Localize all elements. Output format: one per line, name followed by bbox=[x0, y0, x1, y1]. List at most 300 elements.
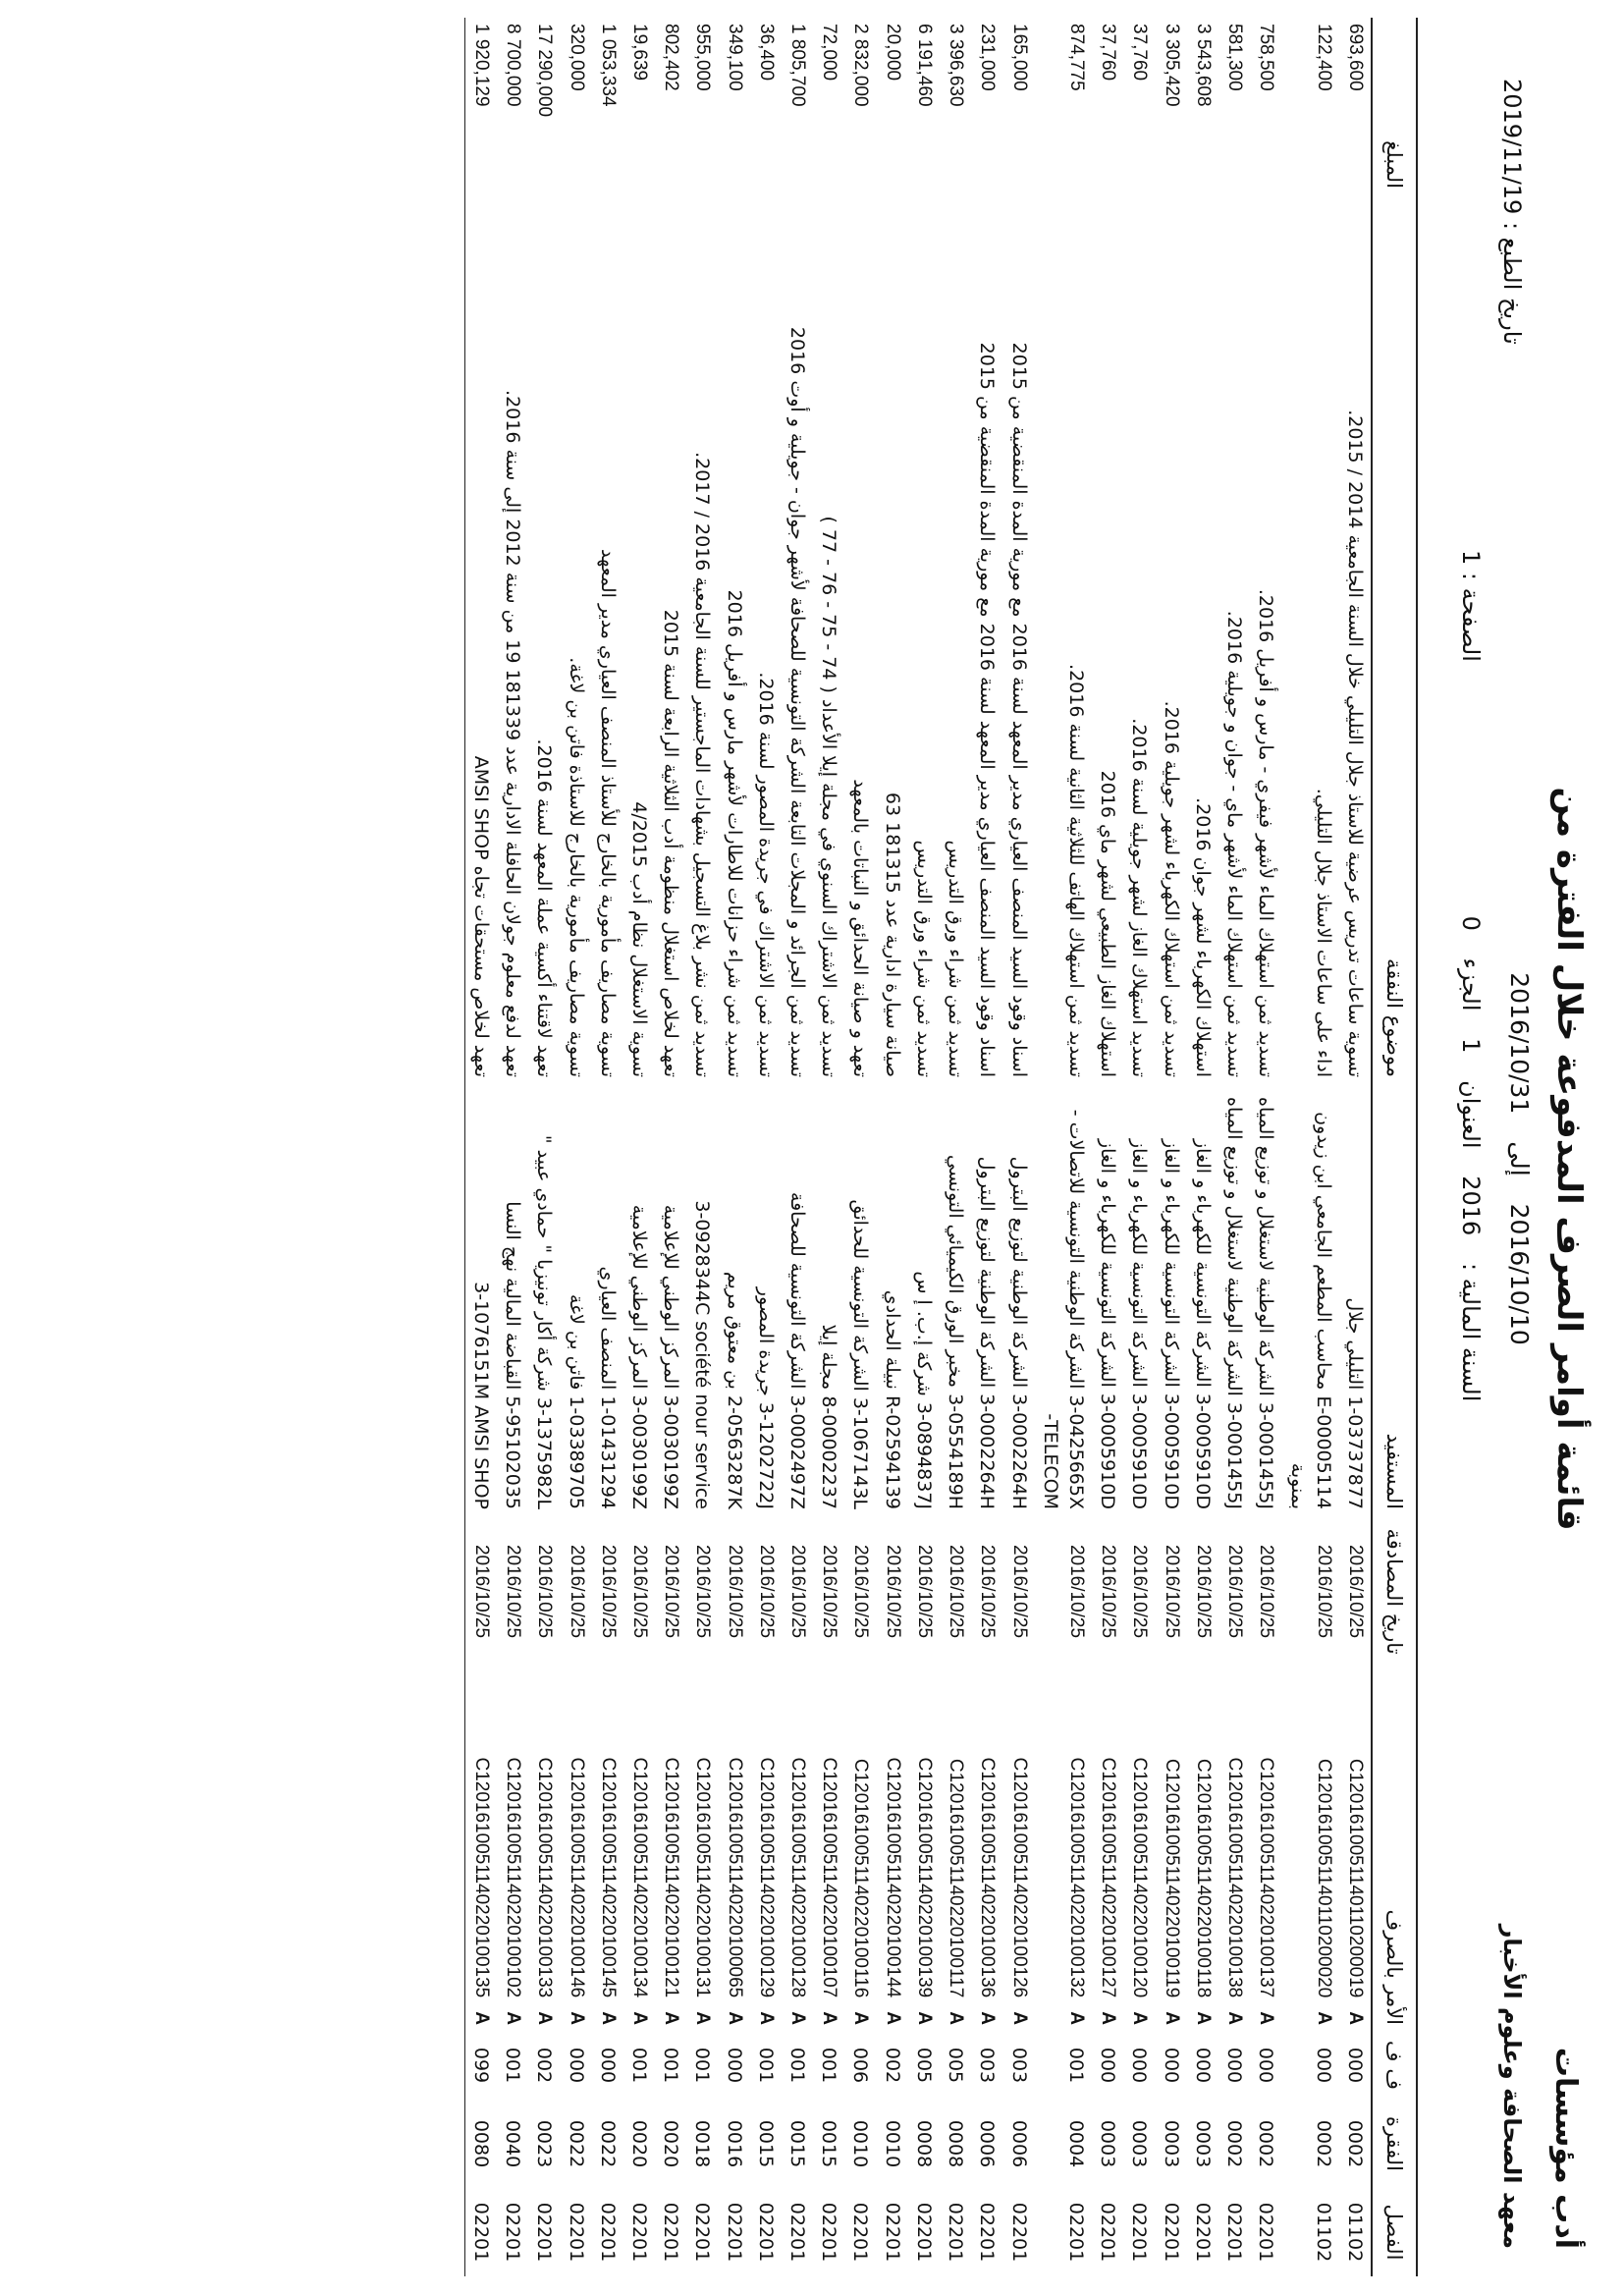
row-paragraph: 0008 bbox=[945, 2119, 967, 2168]
row-chapter: 02201 bbox=[660, 2202, 682, 2263]
title-text: قائمة أوامر الصرف المدفوعة خلال الفترة من bbox=[1549, 787, 1589, 1531]
row-paragraph: 0002 bbox=[1223, 2119, 1246, 2168]
col-header-order: الأمر بالصرف bbox=[1372, 1667, 1417, 2031]
row-beneficiary: R-02594139 نبيلة الحدادي bbox=[881, 1289, 903, 1509]
row-status: A bbox=[1224, 2011, 1246, 2025]
row-chapter: 02201 bbox=[596, 2202, 619, 2263]
row-order-code: C1201610051140220100132 bbox=[1066, 1757, 1088, 1998]
row-subject: تسديد ثمن استهلاك الكهرباء لشهر جويلية 2016. bbox=[1160, 700, 1182, 1077]
row-subject: استهلاك الكهرباء لشهر جوان 2016. bbox=[1191, 797, 1214, 1077]
row-order-code: C1201610051140220100131 bbox=[692, 1757, 714, 1998]
table-row bbox=[877, 18, 908, 2276]
print-date-block bbox=[1498, 79, 1526, 345]
row-paragraph: 0006 bbox=[976, 2119, 999, 2168]
row-amount: 693,600 bbox=[1345, 24, 1366, 91]
row-paragraph: 0002 bbox=[1344, 2119, 1366, 2168]
row-subject: استهلاك الغاز الطبيعي لشهر ماي 2016 bbox=[1097, 770, 1119, 1077]
row-beneficiary: 3-0005910D الشركة التونسية للكهرباء و الغاز bbox=[1160, 1138, 1182, 1509]
row-sub: 005 bbox=[945, 2047, 967, 2084]
table-row bbox=[655, 18, 686, 2276]
table-row bbox=[813, 18, 844, 2276]
table-row bbox=[1123, 18, 1155, 2276]
row-order bbox=[782, 1667, 813, 2031]
row-beneficiary: 3-0005910D الشركة التونسية للكهرباء و الغاز bbox=[1191, 1138, 1214, 1509]
row-status: A bbox=[787, 2011, 809, 2025]
table-row bbox=[1250, 18, 1281, 2276]
row-paragraph: 0010 bbox=[849, 2119, 872, 2168]
row-order bbox=[686, 1667, 718, 2031]
row-chapter: 02201 bbox=[945, 2202, 967, 2263]
row-order bbox=[1002, 1667, 1034, 2031]
row-order bbox=[718, 1667, 749, 2031]
row-paragraph: 0022 bbox=[596, 2119, 619, 2168]
row-subject: تسوية الاستغلال نظام أدب 4/2015 bbox=[627, 801, 650, 1077]
row-sub: 000 bbox=[1097, 2047, 1119, 2084]
row-paragraph: 0003 bbox=[1160, 2119, 1182, 2168]
row-sub: 001 bbox=[754, 2047, 777, 2084]
row-order-code: C1201610051140220100134 bbox=[628, 1757, 650, 1998]
fiscal-year-label: السنة المالية : bbox=[1457, 1262, 1485, 1402]
row-date: 2016/10/25 bbox=[850, 1544, 872, 1639]
row-order bbox=[1339, 1667, 1372, 2031]
row-order-code: C1201610051140220100135 bbox=[470, 1757, 492, 1998]
col-header-chapter: الفصل bbox=[1372, 2188, 1417, 2276]
row-status: A bbox=[850, 2011, 872, 2025]
row-order bbox=[655, 1667, 686, 2031]
row-amount: 20,000 bbox=[882, 24, 903, 82]
row-status: A bbox=[566, 2011, 587, 2025]
col-header-amount: المبلغ bbox=[1372, 18, 1417, 194]
row-status: A bbox=[1098, 2011, 1119, 2025]
row-amount: 1 053,334 bbox=[597, 24, 619, 107]
row-order bbox=[813, 1667, 844, 2031]
row-beneficiary: 3-0030199Z المركز الوطني للإعلامية bbox=[627, 1204, 650, 1509]
row-status: A bbox=[1256, 2011, 1277, 2025]
row-beneficiary: 3-1067143L الشركة التونسية للحدائق bbox=[849, 1199, 872, 1509]
row-order-code: C1201610051140220100117 bbox=[946, 1758, 967, 1998]
table-header-row bbox=[1372, 18, 1417, 2276]
row-chapter: 01102 bbox=[1344, 2202, 1366, 2263]
row-order-code: C1201610051140220100145 bbox=[597, 1757, 619, 1998]
row-paragraph: 0040 bbox=[502, 2119, 524, 2168]
row-chapter: 02201 bbox=[786, 2202, 809, 2263]
row-order-code: C1201610051140220100129 bbox=[755, 1757, 777, 1998]
row-chapter: 02201 bbox=[502, 2202, 524, 2263]
row-paragraph: 0008 bbox=[912, 2119, 935, 2168]
table-row bbox=[750, 18, 782, 2276]
row-chapter: 02201 bbox=[691, 2202, 714, 2263]
institution-name: معهد الصحافة وعلوم الأخبار bbox=[1498, 1924, 1526, 2249]
row-chapter: 02201 bbox=[1191, 2202, 1214, 2263]
period-to: 2016/10/31 bbox=[1505, 972, 1534, 1115]
table-row bbox=[1281, 18, 1338, 2276]
col-header-date: تاريخ المصادقة bbox=[1372, 1515, 1417, 1667]
row-paragraph: 0080 bbox=[464, 2100, 497, 2188]
row-chapter: 02201 bbox=[1255, 2202, 1277, 2263]
row-date: 2016/10/25 bbox=[628, 1544, 650, 1639]
table-row bbox=[464, 18, 497, 2276]
row-sub: 000 bbox=[1223, 2047, 1246, 2084]
row-amount: 758,500 bbox=[1256, 24, 1277, 91]
row-order bbox=[844, 1667, 876, 2031]
row-sub: 001 bbox=[502, 2047, 524, 2084]
row-order bbox=[1187, 1667, 1218, 2031]
row-amount: 122,400 bbox=[1313, 24, 1334, 91]
row-chapter: 02201 bbox=[1160, 2202, 1182, 2263]
page-value: 1 bbox=[1457, 550, 1485, 566]
row-date: 2016/10/25 bbox=[692, 1544, 714, 1639]
row-beneficiary: 3-1202722J جريدة المصور bbox=[754, 1286, 777, 1509]
row-order bbox=[1281, 1667, 1338, 2031]
row-chapter: 02201 bbox=[976, 2202, 999, 2263]
row-beneficiary: 3-1375982L شركة أكار تونيزيا " حمادي عبيد " bbox=[533, 1134, 556, 1509]
row-status: A bbox=[1161, 2011, 1182, 2025]
row-amount: 36,400 bbox=[755, 24, 777, 82]
row-status: A bbox=[1192, 2011, 1214, 2025]
row-date: 2016/10/25 bbox=[566, 1544, 587, 1639]
row-order-code: C1201610051140220100102 bbox=[503, 1757, 524, 1998]
row-order bbox=[464, 1667, 497, 2031]
row-order-code: C1201610051140220100116 bbox=[850, 1758, 872, 1998]
row-date: 2016/10/25 bbox=[1345, 1544, 1366, 1639]
row-order-code: C1201610051140220100107 bbox=[819, 1757, 840, 1998]
row-subject: تسديد ثمن الاشتراك في جريدة المصور لسنة 2016. bbox=[754, 672, 777, 1077]
row-status: A bbox=[724, 2011, 745, 2025]
row-beneficiary: 8-00002237 مجلة إيلا bbox=[818, 1324, 840, 1509]
title-value: 1 bbox=[1457, 1038, 1485, 1054]
row-date: 2016/10/25 bbox=[913, 1544, 935, 1639]
row-order-code: C1201610051140220100118 bbox=[1192, 1758, 1214, 1998]
row-order bbox=[877, 1667, 908, 2031]
row-order bbox=[1092, 1667, 1123, 2031]
row-date: 2016/10/25 bbox=[1224, 1544, 1246, 1639]
row-date: 2016/10/25 bbox=[724, 1544, 745, 1639]
table-row bbox=[1218, 18, 1250, 2276]
row-subject: تسديد ثمن شراء ورق التدريس bbox=[912, 840, 935, 1077]
row-beneficiary: 3-0005910D الشركة التونسية للكهرباء و الغاز bbox=[1128, 1138, 1151, 1509]
row-chapter: 02201 bbox=[1223, 2202, 1246, 2263]
row-subject: تسديد ثمن الجرائد و المجلات التابعة الشركة التونسية للصحافة لأشهر جوان - جويلية و أوت 2016 bbox=[786, 326, 809, 1077]
print-date-value: 2019/11/19 bbox=[1498, 79, 1526, 215]
row-status: A bbox=[470, 2011, 492, 2025]
row-subject: اسناد وقود السيد المنصف العياري مدير المعهد لسنة 2016 مع مورية المدة المنقضية من 2015 bbox=[1007, 342, 1030, 1077]
row-amount: 17 290,000 bbox=[534, 24, 556, 118]
row-subject: تسديد ثمن استهلاك الماء لأشهر ماي - جوان و جويلية 2016. bbox=[1223, 610, 1246, 1077]
row-sub: 000 bbox=[1312, 2047, 1334, 2084]
period-row bbox=[1505, 550, 1534, 1768]
row-date: 2016/10/25 bbox=[755, 1544, 777, 1639]
row-order bbox=[971, 1667, 1002, 2031]
row-sub: 099 bbox=[464, 2031, 497, 2100]
row-subject: تسوية ساعات تدريس عرضية للاستاذ جلال التليلي خلال السنة الجامعية 2014 / 2015. bbox=[1344, 410, 1366, 1077]
row-chapter: 01102 bbox=[1312, 2202, 1334, 2263]
table-row bbox=[1155, 18, 1186, 2276]
table-row bbox=[528, 18, 560, 2276]
row-sub: 000 bbox=[596, 2047, 619, 2084]
row-chapter: 02201 bbox=[754, 2202, 777, 2263]
row-sub: 000 bbox=[1344, 2047, 1366, 2084]
row-chapter: 02201 bbox=[1007, 2202, 1030, 2263]
row-sub: 002 bbox=[881, 2047, 903, 2084]
part-label: الجزء bbox=[1457, 957, 1485, 1011]
document-title bbox=[1549, 550, 1589, 1768]
row-order bbox=[560, 1667, 591, 2031]
table-row bbox=[623, 18, 655, 2276]
row-chapter: 02201 bbox=[912, 2202, 935, 2263]
row-status: A bbox=[1345, 2011, 1366, 2025]
row-paragraph: 0002 bbox=[1312, 2119, 1334, 2168]
row-sub: 000 bbox=[1128, 2047, 1151, 2084]
row-paragraph: 0023 bbox=[533, 2119, 556, 2168]
row-order bbox=[592, 1667, 623, 2031]
row-subject: تعهد لاقتناء أكسية عملة المعهد لسنة 2016. bbox=[533, 738, 556, 1077]
row-date: 2016/10/25 bbox=[819, 1544, 840, 1639]
row-date: 2016/10/25 bbox=[534, 1544, 556, 1639]
payment-orders-table-wrap bbox=[464, 18, 1418, 2276]
row-order-code: C1201610051140220100121 bbox=[661, 1757, 682, 1998]
row-amount: 320,000 bbox=[566, 24, 587, 91]
row-date: 2016/10/25 bbox=[1129, 1544, 1151, 1639]
row-date: 2016/10/25 bbox=[1161, 1544, 1182, 1639]
row-sub: 000 bbox=[565, 2047, 587, 2084]
row-order bbox=[623, 1667, 655, 2031]
row-status: A bbox=[597, 2011, 619, 2025]
page-number-block bbox=[1457, 550, 1485, 662]
row-order bbox=[908, 1667, 940, 2031]
row-amount: 3 396,630 bbox=[946, 24, 967, 107]
payment-orders-table bbox=[464, 18, 1418, 2276]
row-amount: 2 832,000 bbox=[850, 24, 872, 107]
row-chapter: 02201 bbox=[464, 2188, 497, 2276]
row-amount: 72,000 bbox=[819, 24, 840, 82]
row-beneficiary: 3-0002264H الشركة الوطنية لتوزيع البترول bbox=[1007, 1156, 1030, 1509]
table-row bbox=[1002, 18, 1034, 2276]
row-subject: تعهد لدفع معلوم جولان الحافلة الادارية عدد 181339 19 من سنة 2012 إلى سنة 2016. bbox=[502, 390, 524, 1077]
row-paragraph: 0003 bbox=[1097, 2119, 1119, 2168]
row-chapter: 02201 bbox=[1128, 2202, 1151, 2263]
row-amount: 231,000 bbox=[977, 24, 999, 91]
page-label: الصفحة : bbox=[1457, 572, 1485, 662]
row-paragraph: 0004 bbox=[1065, 2119, 1088, 2168]
row-status: A bbox=[1066, 2011, 1088, 2025]
col-header-sub: ف ف bbox=[1372, 2031, 1417, 2100]
row-order-code: C1201610051140110200020 bbox=[1313, 1758, 1334, 1998]
row-date: 2016/10/25 bbox=[661, 1544, 682, 1639]
table-row bbox=[971, 18, 1002, 2276]
row-sub: 005 bbox=[912, 2047, 935, 2084]
row-status: A bbox=[503, 2011, 524, 2025]
row-order-code: C1201610051140220100119 bbox=[1161, 1758, 1182, 1998]
table-row bbox=[940, 18, 971, 2276]
row-beneficiary: 3-0554189H مخبر الورق الكيميائي التونسي bbox=[945, 1154, 967, 1509]
row-paragraph: 0006 bbox=[1007, 2119, 1030, 2168]
row-subject: تسوية مصاريف مأمورية بالخارج للأستاذ المنصف العياري مدير المعهد bbox=[596, 548, 619, 1077]
row-subject: تعهد لخلاص استغلال منظومة أدب الثلاثية الرابعة لسنة 2015 bbox=[660, 609, 682, 1077]
row-sub: 006 bbox=[849, 2047, 872, 2084]
table-row bbox=[1092, 18, 1123, 2276]
col-header-subject: موضوع النفقة bbox=[1372, 194, 1417, 1083]
row-chapter: 02201 bbox=[723, 2202, 745, 2263]
row-status: A bbox=[534, 2011, 556, 2025]
row-subject: تسديد ثمن الاشتراك السنوي في مجلة إيلا الأعداد ( 74 - 75 - 76 - 77 ) bbox=[818, 516, 840, 1077]
row-sub: 001 bbox=[786, 2047, 809, 2084]
row-amount: 349,100 bbox=[724, 24, 745, 91]
row-paragraph: 0010 bbox=[881, 2119, 903, 2168]
row-chapter: 02201 bbox=[627, 2202, 650, 2263]
row-beneficiary: 3-0001455J الشركة الوطنية لاستغلال و توزيع المياه bbox=[1223, 1097, 1246, 1509]
row-amount: 3 305,420 bbox=[1161, 24, 1182, 107]
row-date: 2016/10/25 bbox=[882, 1544, 903, 1639]
row-chapter: 02201 bbox=[1065, 2202, 1088, 2263]
row-subject: اداء على ساعات الاستاذ جلال التليلي. bbox=[1312, 788, 1334, 1077]
row-sub: 001 bbox=[818, 2047, 840, 2084]
period-to-word: إلى bbox=[1505, 1141, 1534, 1176]
row-date: 2016/10/25 bbox=[1313, 1544, 1334, 1639]
row-status: A bbox=[755, 2011, 777, 2025]
row-subject: تسديد ثمن شراء ورق التدريس bbox=[945, 840, 967, 1077]
row-subject: تسديد ثمن نشر بلاغ التسجيل بشهادات الماجستير للسنة الجامعية 2016 / 2017. bbox=[691, 452, 714, 1077]
row-beneficiary: 3-1076151M AMSI SHOP bbox=[464, 1083, 497, 1515]
row-sub: 001 bbox=[1065, 2047, 1088, 2084]
fiscal-year-value: 2016 bbox=[1457, 1175, 1485, 1236]
row-order-code: C1201610051140220100120 bbox=[1129, 1757, 1151, 1998]
row-order bbox=[497, 1667, 528, 2031]
row-beneficiary: 3-0001455J الشركة الوطنية لاستغلال و توزيع المياه bbox=[1255, 1097, 1277, 1509]
row-beneficiary: 3-0030199Z المركز الوطني للإعلامية bbox=[660, 1204, 682, 1509]
print-date-label: تاريخ الطبع : bbox=[1498, 221, 1526, 345]
row-chapter: 02201 bbox=[881, 2202, 903, 2263]
row-status: A bbox=[1313, 2011, 1334, 2025]
row-status: A bbox=[1008, 2011, 1030, 2025]
row-order-code: C1201610051140220100138 bbox=[1224, 1757, 1246, 1998]
row-status: A bbox=[977, 2011, 999, 2025]
row-paragraph: 0003 bbox=[1191, 2119, 1214, 2168]
row-paragraph: 0003 bbox=[1128, 2119, 1151, 2168]
row-beneficiary: 3-0002497Z الشركة التونسية للصحافة bbox=[786, 1191, 809, 1509]
row-beneficiary: 3-0425665X الشركة الوطنية التونسية للاتصالات - TELECOM- bbox=[1039, 1109, 1088, 1509]
row-subject: تعهد لخلاص مستحقات تجاه AMSI SHOP bbox=[464, 194, 497, 1083]
row-chapter: 02201 bbox=[818, 2202, 840, 2263]
table-row bbox=[592, 18, 623, 2276]
row-date: 2016/10/25 bbox=[1066, 1544, 1088, 1639]
table-row bbox=[1035, 18, 1092, 2276]
table-row bbox=[718, 18, 749, 2276]
org-name: أدب مؤسسات bbox=[1548, 2047, 1583, 2249]
table-body bbox=[464, 18, 1372, 2276]
table-row bbox=[686, 18, 718, 2276]
row-status: A bbox=[819, 2011, 840, 2025]
row-beneficiary: 1-01431294 المنصف العياري bbox=[596, 1266, 619, 1509]
row-amount: 955,000 bbox=[692, 24, 714, 91]
row-chapter: 02201 bbox=[565, 2202, 587, 2263]
row-date: 2016/10/25 bbox=[464, 1515, 497, 1667]
row-beneficiary: 1-03389705 فاتن بن لاغة bbox=[565, 1293, 587, 1509]
row-order bbox=[940, 1667, 971, 2031]
row-amount: 1 805,700 bbox=[787, 24, 809, 107]
row-date: 2016/10/25 bbox=[597, 1544, 619, 1639]
row-paragraph: 0020 bbox=[660, 2119, 682, 2168]
row-chapter: 02201 bbox=[1097, 2202, 1119, 2263]
row-order-code: C1201610051140220100126 bbox=[1008, 1757, 1030, 1998]
row-order bbox=[1250, 1667, 1281, 2031]
row-amount: 19,639 bbox=[628, 24, 650, 82]
row-paragraph: 0016 bbox=[723, 2119, 745, 2168]
row-order-code: C1201610051140110200019 bbox=[1345, 1758, 1366, 1998]
row-order bbox=[1218, 1667, 1250, 2031]
row-sub: 003 bbox=[1007, 2047, 1030, 2084]
row-amount: 37,760 bbox=[1129, 24, 1151, 82]
row-subject: اسناد وقود السيد المنصف العياري مدير المعهد لسنة 2016 مع مورية المدة المنقضية من 2015 bbox=[976, 342, 999, 1077]
meta-row bbox=[1457, 550, 1485, 1768]
table-row bbox=[908, 18, 940, 2276]
row-date: 2016/10/25 bbox=[1098, 1544, 1119, 1639]
row-sub: 000 bbox=[723, 2047, 745, 2084]
row-beneficiary: 3-0002264H الشركة الوطنية لتوزيع البترول bbox=[976, 1156, 999, 1509]
row-paragraph: 0015 bbox=[754, 2119, 777, 2168]
row-date: 2016/10/25 bbox=[503, 1544, 524, 1639]
period-from: 2016/10/10 bbox=[1505, 1203, 1534, 1345]
row-paragraph: 0020 bbox=[627, 2119, 650, 2168]
row-order-code: C1201610051140220100144 bbox=[882, 1757, 903, 1998]
row-date: 2016/10/25 bbox=[977, 1544, 999, 1639]
row-paragraph: 0002 bbox=[1255, 2119, 1277, 2168]
row-paragraph: 0022 bbox=[565, 2119, 587, 2168]
row-amount: 874,775 bbox=[1066, 24, 1088, 91]
row-order-code: C1201610051140220100136 bbox=[977, 1757, 999, 1998]
row-order-code: C1201610051140220100146 bbox=[566, 1757, 587, 1998]
col-header-beneficiary: المستفيد bbox=[1372, 1083, 1417, 1515]
row-subject: تسديد ثمن شراء حزانات للاطارات لأشهر مارس و أفريل 2016 bbox=[723, 589, 745, 1077]
row-sub: 000 bbox=[1191, 2047, 1214, 2084]
row-order-code: C1201610051140220100127 bbox=[1098, 1757, 1119, 1998]
part-value: 0 bbox=[1457, 915, 1485, 931]
row-subject: تسديد ثمن استهلاك الهاتف للثلاثية الثانية لسنة 2016. bbox=[1065, 664, 1088, 1077]
row-order bbox=[1155, 1667, 1186, 2031]
row-amount: 8 700,000 bbox=[503, 24, 524, 107]
row-order-code: C1201610051140220100139 bbox=[913, 1757, 935, 1998]
row-paragraph: 0015 bbox=[786, 2119, 809, 2168]
row-beneficiary: 3-0928344C société nour service bbox=[691, 1200, 714, 1509]
title-label: العنوان bbox=[1457, 1080, 1485, 1149]
row-date: 2016/10/25 bbox=[787, 1544, 809, 1639]
row-date: 2016/10/25 bbox=[1256, 1544, 1277, 1639]
row-order bbox=[528, 1667, 560, 2031]
row-subject: تسوية مصاريف مأمورية بالخارج للاستاذة فاتن بن لاغة. bbox=[565, 657, 587, 1077]
row-amount: 802,402 bbox=[661, 24, 682, 91]
row-status: A bbox=[692, 2011, 714, 2025]
row-order bbox=[1123, 1667, 1155, 2031]
row-order bbox=[1035, 1667, 1092, 2031]
row-subject: صيانة سيارة ادارية عدد 181315 63 bbox=[881, 792, 903, 1077]
row-date: 2016/10/25 bbox=[1192, 1544, 1214, 1639]
table-row bbox=[782, 18, 813, 2276]
table-row bbox=[844, 18, 876, 2276]
row-paragraph: 0018 bbox=[691, 2119, 714, 2168]
row-order-code: C1201610051140220100128 bbox=[787, 1757, 809, 1998]
row-sub: 001 bbox=[660, 2047, 682, 2084]
row-order bbox=[750, 1667, 782, 2031]
row-status: A bbox=[1129, 2011, 1151, 2025]
col-header-paragraph: الفقرة bbox=[1372, 2100, 1417, 2188]
row-beneficiary: E-00005114 محاسب المطعم الجامعي ابن زيدون بمنوبة bbox=[1286, 1112, 1334, 1509]
row-paragraph: 0015 bbox=[818, 2119, 840, 2168]
row-subject: تسديد استهلاك الغاز لشهر جويلية لسنة 2016. bbox=[1128, 718, 1151, 1077]
row-sub: 002 bbox=[533, 2047, 556, 2084]
table-row bbox=[1339, 18, 1372, 2276]
row-sub: 001 bbox=[691, 2047, 714, 2084]
row-order-code: C1201610051140220100065 bbox=[724, 1757, 745, 1998]
row-chapter: 02201 bbox=[533, 2202, 556, 2263]
